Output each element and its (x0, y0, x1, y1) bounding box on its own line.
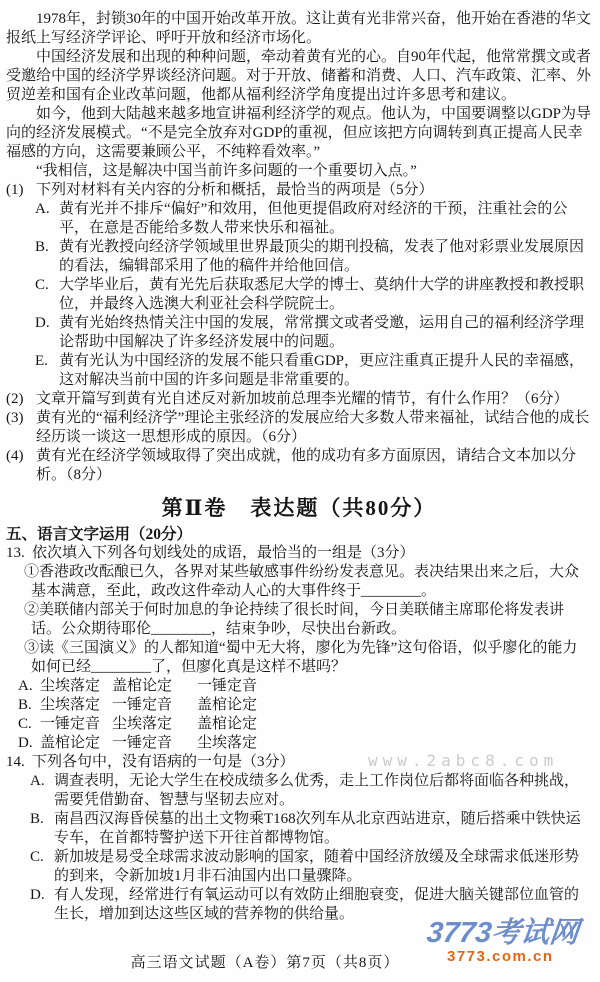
question-14-number: 14. (6, 754, 25, 770)
option-text: 南昌西汉海昏侯墓的出土文物乘T168次列车从北京西站进京，随后搭乘中铁快运专车，在首都特警护送下开往首都博物馆。 (54, 811, 581, 846)
question-1-option-d (35, 314, 592, 352)
option-text: 新加坡是易受全球需求波动影响的国家，随着中国经济放缓及全球需求低迷形势的到来，令新加坡1月非石油国内出口量骤降。 (54, 849, 580, 884)
option-label: B. (18, 697, 32, 713)
option-idiom-1: 尘埃落定 (40, 697, 101, 713)
option-idiom-2: 尘埃落定 (112, 716, 173, 732)
question-13 (6, 544, 592, 563)
question-2-number: (2) (6, 391, 24, 407)
option-text: 黄有光并不排斥“偏好”和效用，但他更提倡政府对经济的干预，注重社会的公平，在意是否能给多数人带来快乐和福祉。 (59, 201, 568, 236)
option-idiom-1: 一锤定音 (40, 716, 101, 732)
question-2-text: 文章开篇写到黄有光自述反对新加坡前总理李光耀的情节，有什么作用？（6分） (36, 391, 569, 407)
option-text: 有人发现，经常进行有氧运动可以有效防止细胞衰变，促进大脑关键部位血管的生长，增加到达这些区域的营养物的供给量。 (54, 887, 580, 922)
passage-paragraph-1: 1978年，封锁30年的中国开始改革开放。这让黄有光非常兴奋，他开始在香港的华文报纸上写经济学评论、呼吁开放和经济市场化。 (6, 11, 592, 46)
option-text: 调查表明，无论大学生在校成绩多么优秀，走上工作岗位后都将面临各种挑战，需要凭借勤奋、智慧与坚韧去应对。 (54, 773, 580, 808)
option-label: E. (35, 353, 48, 369)
option-idiom-3: 一锤定音 (197, 678, 258, 694)
question-13-item-3: ③读《三国演义》的人都知道“蜀中无大将，廖化为先锋”这句俗语，似乎廖化的能力如何已经________了，但廖化真是这样不堪吗？ (24, 640, 578, 675)
question-13-number: 13. (6, 545, 25, 561)
question-1-text: 下列对材料有关内容的分析和概括，最恰当的两项是（5分） (36, 182, 434, 198)
option-text: 黄有光始终热情关注中国的发展，常常撰文或者受邀，运用自己的福利经济学理论帮助中国解决了许多经济发展中的问题。 (59, 315, 585, 350)
watermark-3773-name: 3773考试网 (425, 917, 581, 949)
passage-paragraph-3: 如今，他到大陆越来越多地宣讲福利经济学的观点。他认为，中国要调整以GDP为导向的经济发展模式。“不是完全放弃对GDP的重视，但应该把方向调转到真正提高人民幸福感的方向，这需要兼顾公平，不纯粹看效率。” (6, 106, 592, 160)
question-14-stem: 下列各句中，没有语病的一句是（3分） (32, 754, 295, 770)
passage-paragraph-4: “我相信，这是解决中国当前许多问题的一个重要切入点。” (36, 163, 417, 179)
option-label: A. (35, 201, 50, 217)
question-1-option-a (35, 200, 592, 238)
question-3-text: 黄有光的“福利经济学”理论主张经济的发展应给大多数人带来福祉，试结合他的成长经历谈一谈这一思想形成的原因。（6分） (36, 410, 590, 445)
watermark-3773-domain: 3773.com.cn (447, 948, 554, 965)
option-idiom-2: 盖棺论定 (112, 678, 173, 694)
option-label: B. (35, 239, 49, 255)
question-4 (6, 447, 592, 485)
option-label: D. (30, 887, 45, 903)
passage-paragraph-2: 中国经济发展和出现的种种问题，牵动着黄有光的心。自90年代起，他常常撰文或者受邀给中国的经济学界谈经济问题。对于开放、储蓄和消费、人口、汽车政策、汇率、外贸逆差和国有企业改革问题，他都从福利经济学角度提出过许多思考和建议。 (6, 49, 592, 103)
question-2 (6, 390, 592, 409)
question-13-option-b (18, 696, 592, 715)
option-text: 黄有光认为中国经济的发展不能只看重GDP，更应注重真正提升人民的幸福感，这对解决当前中国的许多问题是非常重要的。 (59, 353, 585, 388)
question-13-item-2: ②美联储内部关于何时加息的争论持续了很长时间，今日美联储主席耶伦将发表讲话。公众期待耶伦________，结束争吵，尽快出台新政。 (24, 602, 565, 637)
option-idiom-3: 尘埃落定 (197, 735, 258, 751)
question-13-option-a (18, 677, 592, 696)
option-idiom-2: 一锤定音 (112, 697, 173, 713)
option-label: D. (35, 315, 50, 331)
option-idiom-1: 尘埃落定 (40, 678, 101, 694)
part2-heading: 第Ⅱ卷 表达题（共80分） (161, 496, 437, 520)
option-idiom-2: 一锤定音 (112, 735, 173, 751)
option-text: 大学毕业后，黄有光先后获取悉尼大学的博士、莫纳什大学的讲座教授和教授职位，并最终入选澳大利亚社会科学院院士。 (59, 277, 585, 312)
question-14-option-b (30, 810, 592, 848)
option-label: A. (18, 678, 33, 694)
option-idiom-3: 盖棺论定 (197, 697, 258, 713)
question-13-option-c (18, 715, 592, 734)
question-13-item-1: ①香港政改酝酿已久，各界对某些敏感事件纷纷发表意见。表决结果出来之后，大众基本满意，至此，政改这件牵动人心的大事件终于________。 (24, 564, 580, 599)
option-label: A. (30, 773, 45, 789)
option-label: C. (18, 716, 32, 732)
question-3 (6, 409, 592, 447)
watermark-2abc8: www.2abc8.com (368, 751, 559, 770)
question-3-number: (3) (6, 410, 24, 426)
section5-heading: 五、语言文字运用（20分） (6, 526, 193, 543)
option-text: 黄有光教授向经济学领域里世界最顶尖的期刊投稿，发表了他对彩票业发展原因的看法，编辑部采用了他的稿件并给他回信。 (59, 239, 585, 274)
question-1-option-b (35, 238, 592, 276)
question-14-option-a (30, 772, 592, 810)
option-label: C. (35, 277, 49, 293)
option-idiom-1: 盖棺论定 (40, 735, 101, 751)
page-footer-label: 高三语文试题（A卷）第7页（共8页） (130, 955, 400, 971)
question-1-option-e (35, 352, 592, 390)
question-13-stem: 依次填入下列各句划线处的成语，最恰当的一组是（3分） (32, 545, 415, 561)
question-14-option-c (30, 848, 592, 886)
question-1 (6, 181, 592, 200)
question-1-option-c (35, 276, 592, 314)
option-label: C. (30, 849, 44, 865)
question-4-text: 黄有光在经济学领域取得了突出成就，他的成功有多方面原因，请结合文本加以分析。（8分） (36, 448, 577, 483)
option-idiom-3: 盖棺论定 (197, 716, 258, 732)
option-label: B. (30, 811, 44, 827)
question-1-number: (1) (6, 182, 24, 198)
question-4-number: (4) (6, 448, 24, 464)
option-label: D. (18, 735, 33, 751)
